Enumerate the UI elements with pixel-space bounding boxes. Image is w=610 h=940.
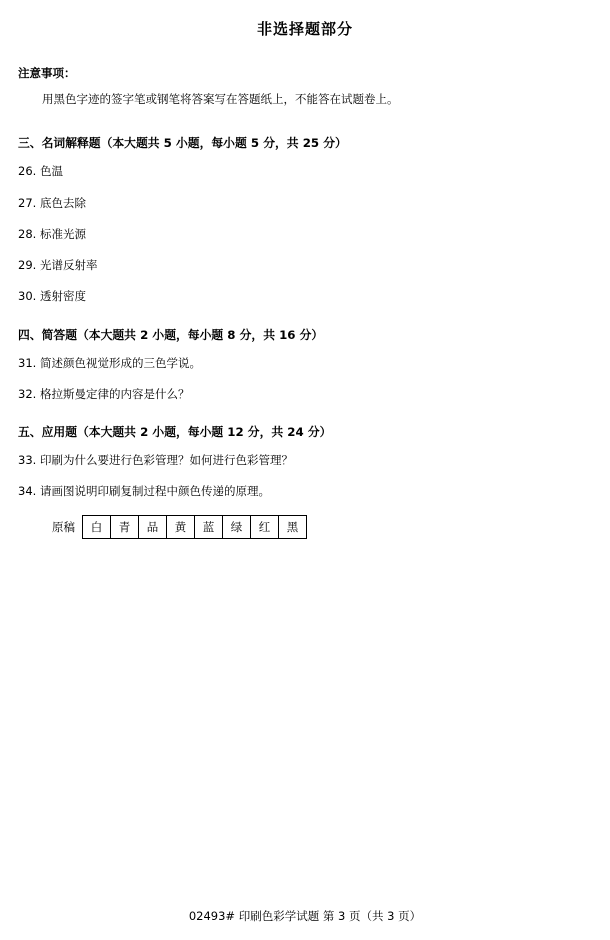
table-cell-cyan: 青	[111, 515, 139, 538]
color-table	[82, 515, 307, 539]
table-cell-white: 白	[83, 515, 111, 538]
notice-label: 注意事项：	[18, 66, 76, 80]
document-page	[0, 18, 610, 940]
question-28: 28. 标准光源	[18, 226, 86, 241]
question-31: 31. 简述颜色视觉形成的三色学说。	[18, 355, 201, 370]
table-row	[83, 515, 307, 538]
table-cell-green: 绿	[223, 515, 251, 538]
table-cell-red: 红	[251, 515, 279, 538]
question-33: 33. 印刷为什么要进行色彩管理？如何进行色彩管理？	[18, 453, 293, 468]
section-heading-5: 五、应用题（本大题共 2 小题，每小题 12 分，共 24 分）	[18, 425, 332, 440]
question-29: 29. 光谱反射率	[18, 258, 98, 273]
table-cell-blue: 蓝	[195, 515, 223, 538]
question-26: 26. 色温	[18, 164, 63, 179]
section-heading-4: 四、简答题（本大题共 2 小题，每小题 8 分，共 16 分）	[18, 327, 324, 342]
question-30: 30. 透射密度	[18, 289, 86, 304]
question-27: 27. 底色去除	[18, 195, 86, 210]
notice-text: 用黑色字迹的签字笔或钢笔将答案写在答题纸上，不能答在试题卷上。	[42, 92, 399, 106]
table-cell-magenta: 品	[139, 515, 167, 538]
section-heading-3: 三、名词解释题（本大题共 5 小题，每小题 5 分，共 25 分）	[18, 136, 347, 151]
page-title: 非选择题部分	[256, 20, 353, 38]
page-footer: 02493# 印刷色彩学试题 第 3 页（共 3 页）	[188, 909, 422, 923]
table-cell-black: 黑	[279, 515, 307, 538]
question-34: 34. 请画图说明印刷复制过程中颜色传递的原理。	[18, 484, 270, 499]
color-table-figure	[52, 515, 592, 539]
table-cell-yellow: 黄	[167, 515, 195, 538]
color-table-label: 原稿	[52, 519, 75, 534]
question-32: 32. 格拉斯曼定律的内容是什么？	[18, 386, 190, 401]
